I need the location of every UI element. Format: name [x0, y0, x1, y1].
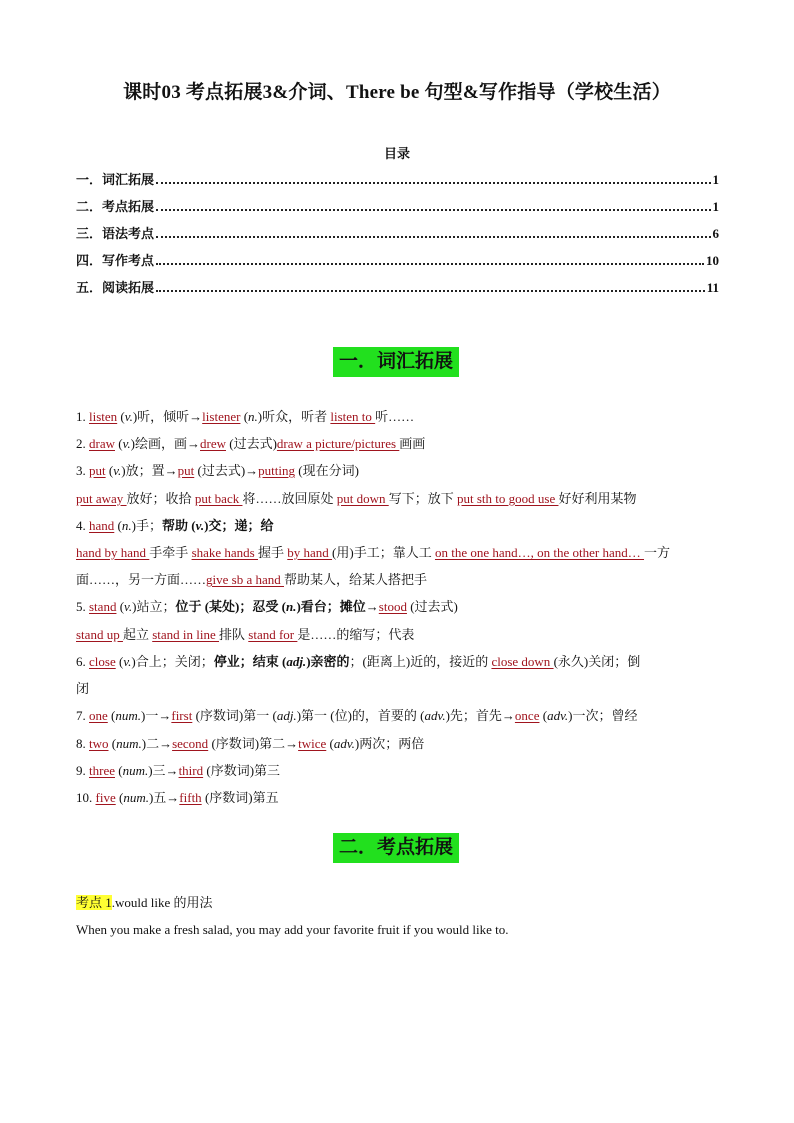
pos-label: num.: [123, 790, 149, 805]
text: )手；: [131, 518, 162, 533]
vocab-phrase: put down: [336, 491, 389, 506]
toc-item-label: 二．考点拓展: [76, 199, 155, 214]
vocab-phrase: stand for: [248, 627, 298, 642]
item-number: 8.: [76, 736, 89, 751]
vocab-word: put: [89, 463, 106, 478]
pos-label: n.: [248, 409, 258, 424]
vocab-line: [76, 571, 427, 589]
item-number: 2.: [76, 436, 89, 451]
text: 将……放回原处: [242, 491, 337, 506]
text: (: [116, 599, 125, 614]
vocab-word: stand: [89, 599, 117, 614]
text: )听众，听者: [257, 409, 331, 424]
pos-label: adj.: [276, 708, 297, 723]
text: (: [114, 518, 122, 533]
text: 帮助某人，给某人搭把手: [284, 572, 428, 587]
text: 位于 (某处)；忍受 (: [175, 599, 286, 614]
toc-leader: [156, 290, 705, 292]
text: (: [240, 409, 249, 424]
text: )绘画，画→: [130, 436, 200, 451]
vocab-phrase: stand in line: [152, 627, 220, 642]
toc-item-label: 三．语法考点: [76, 226, 155, 241]
text: (序数词)第五: [201, 790, 279, 805]
item-number: 7.: [76, 708, 89, 723]
vocab-word: put: [177, 463, 195, 478]
section-heading-vocabulary: 一．词汇拓展: [333, 347, 459, 377]
vocab-phrase: by hand: [287, 545, 333, 560]
pos-label: v.: [124, 409, 133, 424]
vocab-word: hand: [89, 518, 115, 533]
pos-label: num.: [115, 708, 142, 723]
vocab-line: [76, 707, 637, 725]
text: 闭: [76, 681, 90, 696]
text: 面……，另一方面……: [76, 572, 207, 587]
toc-heading: 目录: [383, 146, 410, 161]
toc-leader: [156, 263, 704, 265]
document-title: 课时03 考点拓展3&介词、There be 句型&写作指导（学校生活）: [123, 82, 671, 103]
text: 起立: [122, 627, 153, 642]
vocab-line: [76, 680, 89, 698]
pos-label: n.: [121, 518, 132, 533]
text: (过去式): [406, 599, 458, 614]
toc-item-label: 四．写作考点: [76, 253, 155, 268]
text: )亲密的: [306, 654, 350, 669]
toc-item-page: 6: [712, 226, 719, 241]
item-number: 3.: [76, 463, 89, 478]
text: (用)手工；靠人工: [332, 545, 435, 560]
vocab-word: listen: [89, 409, 118, 424]
vocab-word: drew: [200, 436, 226, 451]
text: 是……的缩写；代表: [297, 627, 415, 642]
vocab-phrase: put away: [76, 491, 127, 506]
pos-label: adv.: [547, 708, 569, 723]
text: )两次；两倍: [354, 736, 425, 751]
text: (永久)关闭；倒: [553, 654, 641, 669]
vocab-line: [76, 435, 425, 453]
item-number: 1.: [76, 409, 89, 424]
vocab-word: one: [89, 708, 108, 723]
vocab-word: fifth: [179, 790, 202, 805]
vocab-word: stood: [378, 599, 407, 614]
exam-point-text: .would like 的用法: [111, 895, 213, 910]
text: )交；递；给: [204, 518, 274, 533]
toc-item-page: 1: [712, 199, 719, 214]
text: 放好；收拾: [126, 491, 195, 506]
toc-item[interactable]: [76, 251, 719, 269]
text: (序数词)第一 (: [192, 708, 277, 723]
vocab-word: two: [89, 736, 109, 751]
exam-point-title: [76, 894, 213, 912]
item-number: 6.: [76, 654, 89, 669]
pos-label: adv.: [424, 708, 446, 723]
vocab-line: [76, 762, 280, 780]
text: )放；置→: [121, 463, 178, 478]
vocab-phrase: put back: [194, 491, 243, 506]
vocab-word: draw: [89, 436, 115, 451]
text: (: [105, 463, 114, 478]
text: )一→: [141, 708, 172, 723]
text: )先；首先→: [445, 708, 515, 723]
text: 帮助 (: [161, 518, 196, 533]
pos-label: n.: [285, 599, 297, 614]
pos-label: num.: [122, 763, 149, 778]
text: 一方: [644, 545, 671, 560]
vocab-phrase: on the one hand…, on the other hand…: [434, 545, 645, 560]
toc-item-page: 10: [706, 253, 719, 268]
text: 握手: [258, 545, 288, 560]
vocab-word: three: [89, 763, 115, 778]
text: 手牵手: [149, 545, 192, 560]
toc-item[interactable]: [76, 170, 719, 188]
text: (: [108, 736, 117, 751]
vocab-line: [76, 789, 279, 807]
vocab-phrase: hand by hand: [76, 545, 150, 560]
text: )看台；摊位→: [296, 599, 379, 614]
vocab-word: third: [178, 763, 204, 778]
pos-label: num.: [116, 736, 142, 751]
text: (: [539, 708, 548, 723]
vocab-word: close: [89, 654, 116, 669]
vocab-line: [76, 735, 424, 753]
vocab-line: [76, 462, 359, 480]
text: (过去式)→: [194, 463, 259, 478]
vocab-line: [76, 490, 637, 508]
vocab-word: listener: [202, 409, 241, 424]
vocab-phrase: shake hands: [191, 545, 258, 560]
text: )听，倾听→: [132, 409, 203, 424]
toc-leader: [156, 182, 710, 184]
vocab-phrase: close down: [491, 654, 554, 669]
text: 画画: [399, 436, 426, 451]
item-number: 4.: [76, 518, 89, 533]
exam-point-tag: 考点 1: [76, 895, 112, 910]
vocab-line: [76, 598, 458, 616]
text: (: [115, 790, 124, 805]
text: (: [107, 708, 116, 723]
vocab-word: twice: [298, 736, 327, 751]
toc-item[interactable]: [76, 278, 719, 296]
text: (: [115, 654, 124, 669]
toc-item-label: 一．词汇拓展: [76, 172, 155, 187]
text: ；(距离上)近的，接近的: [349, 654, 492, 669]
vocab-phrase: put sth to good use: [457, 491, 559, 506]
vocab-line: [76, 544, 670, 562]
toc-leader: [156, 236, 710, 238]
text: (序数词)第三: [203, 763, 281, 778]
item-number: 10.: [76, 790, 96, 805]
toc-item-page: 11: [706, 280, 719, 295]
vocab-phrase: give sb a hand: [206, 572, 284, 587]
text: (过去式): [226, 436, 277, 451]
text: (: [114, 763, 123, 778]
item-number: 9.: [76, 763, 89, 778]
vocab-phrase: draw a picture/pictures: [276, 436, 400, 451]
toc-item-label: 五．阅读拓展: [76, 280, 155, 295]
vocab-phrase: stand up: [76, 627, 123, 642]
vocab-line: [76, 626, 414, 644]
pos-label: v.: [122, 436, 131, 451]
toc-item[interactable]: [76, 224, 719, 242]
text: )五→: [148, 790, 180, 805]
text: 排队: [219, 627, 249, 642]
toc-item[interactable]: [76, 197, 719, 215]
vocab-word: putting: [258, 463, 296, 478]
pos-label: v.: [113, 463, 122, 478]
text: 停业；结束 (: [213, 654, 287, 669]
text: )二→: [141, 736, 173, 751]
example-sentence: When you make a fresh salad, you may add your favorite fruit if you would like to.: [76, 922, 509, 937]
section-heading-exam-points: 二．考点拓展: [333, 833, 459, 863]
vocab-word: five: [95, 790, 116, 805]
pos-label: v.: [124, 599, 133, 614]
pos-label: adv.: [333, 736, 355, 751]
text: (: [326, 736, 334, 751]
vocab-line: [76, 653, 640, 671]
item-number: 5.: [76, 599, 89, 614]
vocab-word: first: [171, 708, 193, 723]
vocab-word: once: [514, 708, 540, 723]
text: (序数词)第二→: [208, 736, 299, 751]
pos-label: v.: [123, 654, 132, 669]
text: )第一 (位)的，首要的 (: [296, 708, 425, 723]
text: )合上；关闭；: [131, 654, 214, 669]
vocab-line: [76, 517, 273, 535]
vocab-word: second: [172, 736, 209, 751]
toc-leader: [156, 209, 710, 211]
text: 好好利用某物: [558, 491, 637, 506]
toc-item-page: 1: [712, 172, 719, 187]
text: 听……: [375, 409, 415, 424]
text: (: [117, 409, 125, 424]
vocab-phrase: listen to: [330, 409, 376, 424]
pos-label: adj.: [286, 654, 307, 669]
vocab-line: [76, 408, 414, 426]
text: )三→: [148, 763, 179, 778]
pos-label: v.: [195, 518, 205, 533]
text: (: [115, 436, 123, 451]
text: )站立；: [132, 599, 176, 614]
text: (现在分词): [295, 463, 359, 478]
text: )一次；曾经: [568, 708, 638, 723]
text: 写下；放下: [388, 491, 457, 506]
